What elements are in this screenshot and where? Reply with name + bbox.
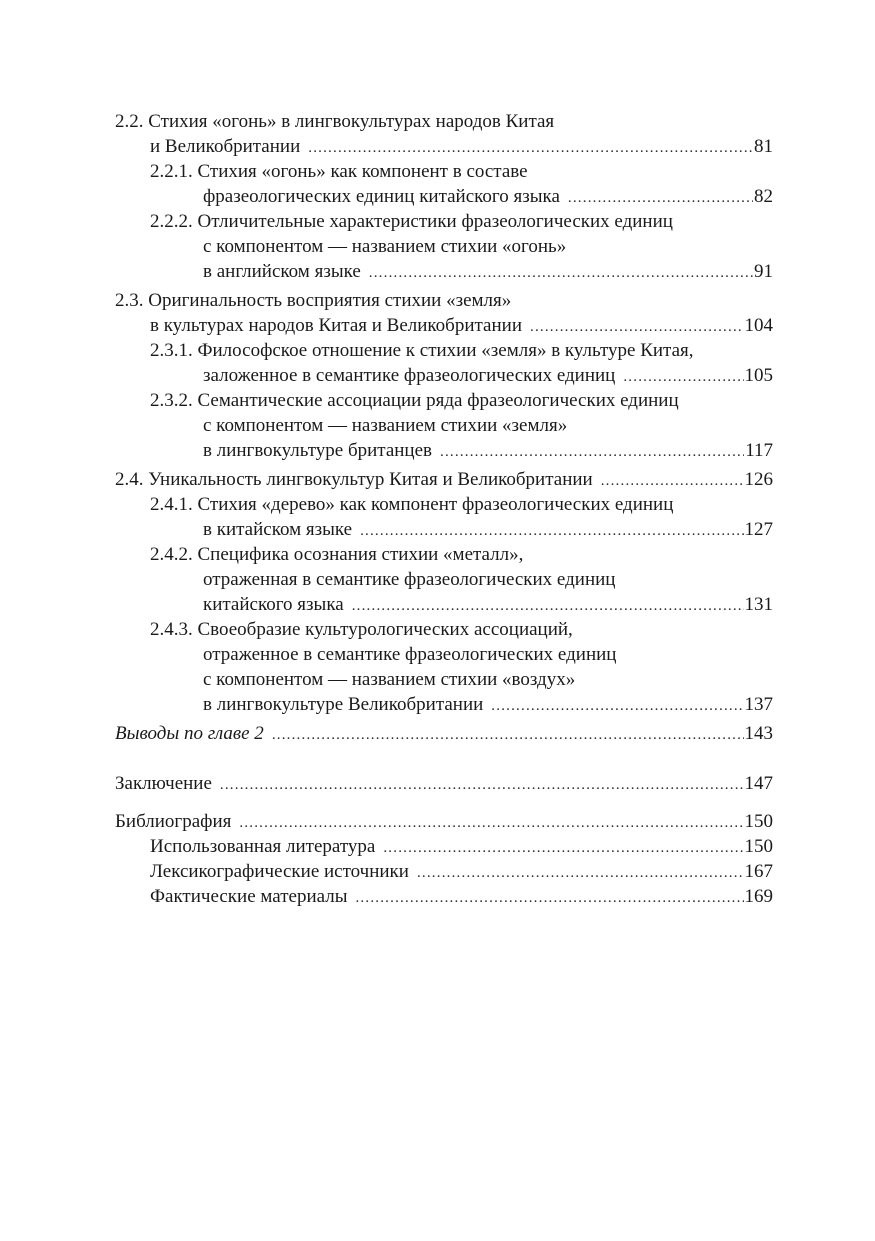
- toc-line: [115, 259, 773, 284]
- toc-entry-title: с компонентом — названием стихии «воздух»: [203, 669, 576, 690]
- toc-entry-used-literature[interactable]: [115, 834, 773, 859]
- toc-entry-title: 2.3.2. Семантические ассоциации ряда фразеологических единиц: [150, 390, 679, 411]
- toc-entry-title: отраженное в семантике фразеологических единиц: [203, 644, 617, 665]
- toc-line: [115, 834, 773, 859]
- toc-page-number: 167: [744, 861, 773, 882]
- toc-page-number: 150: [744, 836, 773, 857]
- toc-page-number: 143: [744, 723, 773, 744]
- toc-page-number: 150: [744, 811, 773, 832]
- toc-line: [115, 184, 773, 209]
- toc-line: [115, 809, 773, 834]
- toc-entry-2-2-2[interactable]: [115, 209, 773, 284]
- toc-leader-dots: [355, 886, 743, 911]
- toc-leader-dots: [383, 836, 743, 861]
- toc-entry-title: 2.4.3. Своеобразие культурологических ассоциаций,: [150, 619, 573, 640]
- toc-entry-title: отраженная в семантике фразеологических единиц: [203, 569, 616, 590]
- toc-line: [115, 721, 773, 746]
- toc-line: [115, 642, 773, 667]
- toc-entry-title: 2.2.1. Стихия «огонь» как компонент в составе: [150, 161, 528, 182]
- toc-entry-conclusion[interactable]: [115, 771, 773, 796]
- toc-page-number: 137: [744, 694, 773, 715]
- toc-entry-chapter-2-conclusions[interactable]: [115, 721, 773, 746]
- toc-leader-dots: [440, 440, 744, 465]
- toc-entry-2-4-3[interactable]: [115, 617, 773, 717]
- toc-page-number: 169: [744, 886, 773, 907]
- toc-page-number: 117: [745, 440, 773, 461]
- toc-line: [115, 363, 773, 388]
- toc-entry-2-2-1[interactable]: [115, 159, 773, 209]
- toc-line: [115, 209, 773, 234]
- toc-entry-bibliography[interactable]: [115, 809, 773, 834]
- toc-entry-title: Заключение: [115, 773, 212, 794]
- toc-line: [115, 438, 773, 463]
- toc-leader-dots: [623, 365, 743, 390]
- toc-entry-title: в лингвокультуре Великобритании: [203, 694, 484, 715]
- toc-line: [115, 542, 773, 567]
- toc-line: [115, 617, 773, 642]
- table-of-contents: [115, 109, 773, 909]
- toc-entry-title: 2.2.2. Отличительные характеристики фразеологических единиц: [150, 211, 673, 232]
- toc-entry-2-3-2[interactable]: [115, 388, 773, 463]
- toc-line: [115, 592, 773, 617]
- toc-entry-title: Использованная литература: [150, 836, 376, 857]
- toc-line: [115, 313, 773, 338]
- toc-entry-title: в китайском языке: [203, 519, 353, 540]
- toc-page-number: 82: [754, 186, 773, 207]
- toc-page-number: 127: [744, 519, 773, 540]
- toc-leader-dots: [601, 469, 744, 494]
- toc-page-number: 104: [744, 315, 773, 336]
- toc-entry-title: 2.3. Оригинальность восприятия стихии «земля»: [115, 290, 512, 311]
- toc-page-number: 105: [744, 365, 773, 386]
- toc-line: [115, 492, 773, 517]
- toc-entry-title: 2.4.1. Стихия «дерево» как компонент фразеологических единиц: [150, 494, 674, 515]
- toc-entry-title: и Великобритании: [150, 136, 301, 157]
- toc-line: [115, 109, 773, 134]
- toc-entry-2-3[interactable]: [115, 288, 773, 338]
- toc-line: [115, 692, 773, 717]
- toc-page-number: 91: [754, 261, 773, 282]
- toc-line: [115, 467, 773, 492]
- toc-entry-title: 2.4. Уникальность лингвокультур Китая и Великобритании: [115, 469, 593, 490]
- toc-line: [115, 288, 773, 313]
- toc-line: [115, 159, 773, 184]
- toc-page-number: 131: [744, 594, 773, 615]
- toc-leader-dots: [352, 594, 744, 619]
- toc-entry-title: в английском языке: [203, 261, 361, 282]
- toc-entry-2-4-2[interactable]: [115, 542, 773, 617]
- toc-line: [115, 517, 773, 542]
- toc-entry-2-3-1[interactable]: [115, 338, 773, 388]
- toc-entry-title: Библиография: [115, 811, 232, 832]
- toc-line: [115, 134, 773, 159]
- toc-leader-dots: [530, 315, 744, 340]
- toc-entry-title: с компонентом — названием стихии «огонь»: [203, 236, 567, 257]
- toc-entry-title: в лингвокультуре британцев: [203, 440, 433, 461]
- toc-line: [115, 667, 773, 692]
- toc-entry-2-2[interactable]: [115, 109, 773, 159]
- toc-line: [115, 413, 773, 438]
- toc-leader-dots: [220, 773, 744, 798]
- toc-leader-dots: [360, 519, 743, 544]
- toc-entry-title: Фактические материалы: [150, 886, 348, 907]
- toc-entry-title: 2.4.2. Специфика осознания стихии «металл»,: [150, 544, 524, 565]
- toc-leader-dots: [568, 186, 753, 211]
- toc-entry-2-4-1[interactable]: [115, 492, 773, 542]
- toc-line: [115, 234, 773, 259]
- toc-entry-title: в культурах народов Китая и Великобритании: [150, 315, 522, 336]
- toc-page-number: 126: [744, 469, 773, 490]
- toc-line: [115, 771, 773, 796]
- toc-entry-title: 2.2. Стихия «огонь» в лингвокультурах народов Китая: [115, 111, 555, 132]
- toc-leader-dots: [369, 261, 753, 286]
- toc-entry-lexicographic-sources[interactable]: [115, 859, 773, 884]
- toc-line: [115, 859, 773, 884]
- toc-entry-title: 2.3.1. Философское отношение к стихии «земля» в культуре Китая,: [150, 340, 694, 361]
- toc-leader-dots: [308, 136, 753, 161]
- toc-line: [115, 338, 773, 363]
- toc-entry-2-4[interactable]: [115, 467, 773, 492]
- toc-entry-title: Лексикографические источники: [150, 861, 409, 882]
- toc-entry-title: с компонентом — названием стихии «земля»: [203, 415, 568, 436]
- toc-line: [115, 567, 773, 592]
- toc-entry-factual-materials[interactable]: [115, 884, 773, 909]
- toc-leader-dots: [272, 723, 744, 748]
- toc-leader-dots: [239, 811, 743, 836]
- toc-entry-title: китайского языка: [203, 594, 344, 615]
- toc-entry-title: заложенное в семантике фразеологических единиц: [203, 365, 616, 386]
- toc-entry-title: фразеологических единиц китайского языка: [203, 186, 560, 207]
- toc-page-number: 147: [744, 773, 773, 794]
- toc-leader-dots: [491, 694, 743, 719]
- toc-line: [115, 884, 773, 909]
- toc-line: [115, 388, 773, 413]
- toc-leader-dots: [417, 861, 744, 886]
- toc-entry-title: Выводы по главе 2: [115, 723, 264, 744]
- toc-page-number: 81: [754, 136, 773, 157]
